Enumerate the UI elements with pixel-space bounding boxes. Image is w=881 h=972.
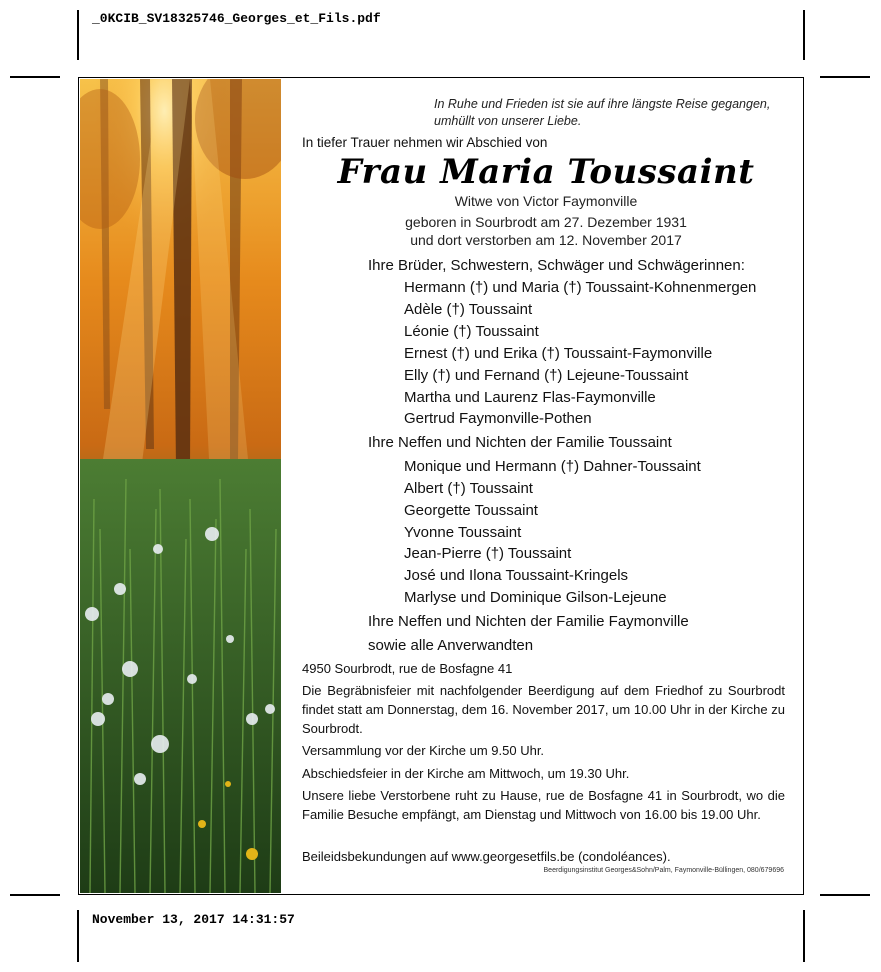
family-member: Martha und Laurenz Flas-Faymonville bbox=[404, 389, 656, 406]
family-member: Adèle (†) Toussaint bbox=[404, 301, 533, 318]
motto bbox=[434, 96, 794, 130]
crop-mark bbox=[10, 76, 60, 78]
funeral-info: Die Begräbnisfeier mit nachfolgender Beerdigung auf dem Friedhof zu Sourbrodt findet statt am Donnerstag, dem 16. November 2017, um 10.00 Uhr in der Kirche zu Sourbrodt. bbox=[302, 683, 785, 736]
forest-meadow-photo bbox=[80, 79, 281, 893]
address: 4950 Sourbrodt, rue de Bosfagne 41 bbox=[302, 661, 513, 676]
family-member: Georgette Toussaint bbox=[404, 502, 538, 519]
intro-text: In tiefer Trauer nehmen wir Abschied von bbox=[302, 135, 548, 150]
widow-line: Witwe von Victor Faymonville bbox=[454, 193, 638, 209]
deceased-name: Frau Maria Toussaint bbox=[337, 152, 755, 192]
motto-line: umhüllt von unserer Liebe. bbox=[434, 114, 582, 128]
crop-mark bbox=[10, 894, 60, 896]
crop-mark bbox=[820, 894, 870, 896]
death-line: und dort verstorben am 12. November 2017 bbox=[410, 232, 682, 248]
funeral-home-credit: Beerdigungsinstitut Georges&Sohn/Palm, Faymonville-Büllingen, 080/679696 bbox=[543, 867, 784, 874]
family-group-heading: Ihre Neffen und Nichten der Familie Faymonville bbox=[368, 613, 689, 630]
condolences-info: Beileidsbekundungen auf www.georgesetfils.be (condoléances). bbox=[302, 849, 671, 864]
family-member: Ernest (†) und Erika (†) Toussaint-Faymonville bbox=[404, 345, 713, 362]
pdf-filename: _0KCIB_SV18325746_Georges_et_Fils.pdf bbox=[92, 11, 381, 26]
family-member: José und Ilona Toussaint-Kringels bbox=[404, 567, 629, 584]
print-timestamp: November 13, 2017 14:31:57 bbox=[92, 912, 295, 927]
crop-mark bbox=[77, 10, 79, 60]
crop-mark bbox=[77, 910, 79, 962]
family-member: Yvonne Toussaint bbox=[404, 524, 522, 541]
crop-mark bbox=[820, 76, 870, 78]
crop-mark bbox=[803, 10, 805, 60]
family-member: Albert (†) Toussaint bbox=[404, 480, 533, 497]
family-member: Jean-Pierre (†) Toussaint bbox=[404, 545, 572, 562]
crop-mark bbox=[803, 910, 805, 962]
family-member: Léonie (†) Toussaint bbox=[404, 323, 539, 340]
gathering-info: Versammlung vor der Kirche um 9.50 Uhr. bbox=[302, 743, 545, 758]
birth-line: geboren in Sourbrodt am 27. Dezember 1931 bbox=[405, 214, 687, 230]
family-member: Hermann (†) und Maria (†) Toussaint-Kohnenmergen bbox=[404, 279, 757, 296]
family-group-heading: Ihre Brüder, Schwestern, Schwäger und Schwägerinnen: bbox=[368, 257, 745, 274]
farewell-info: Abschiedsfeier in der Kirche am Mittwoch, um 19.30 Uhr. bbox=[302, 766, 630, 781]
family-member: Monique und Hermann (†) Dahner-Toussaint bbox=[404, 458, 701, 475]
family-group-heading: sowie alle Anverwandten bbox=[368, 637, 534, 654]
motto-line: In Ruhe und Frieden ist sie auf ihre längste Reise gegangen, bbox=[434, 97, 771, 111]
family-member: Elly (†) und Fernand (†) Lejeune-Toussaint bbox=[404, 367, 689, 384]
family-member: Marlyse und Dominique Gilson-Lejeune bbox=[404, 589, 667, 606]
home-visit-info: Unsere liebe Verstorbene ruht zu Hause, rue de Bosfagne 41 in Sourbrodt, wo die Familie Besuche empfängt, am Dienstag und Mittwoch von 16.00 bis 19.00 Uhr. bbox=[302, 788, 785, 822]
family-member: Gertrud Faymonville-Pothen bbox=[404, 410, 592, 427]
family-group-heading: Ihre Neffen und Nichten der Familie Toussaint bbox=[368, 434, 672, 451]
